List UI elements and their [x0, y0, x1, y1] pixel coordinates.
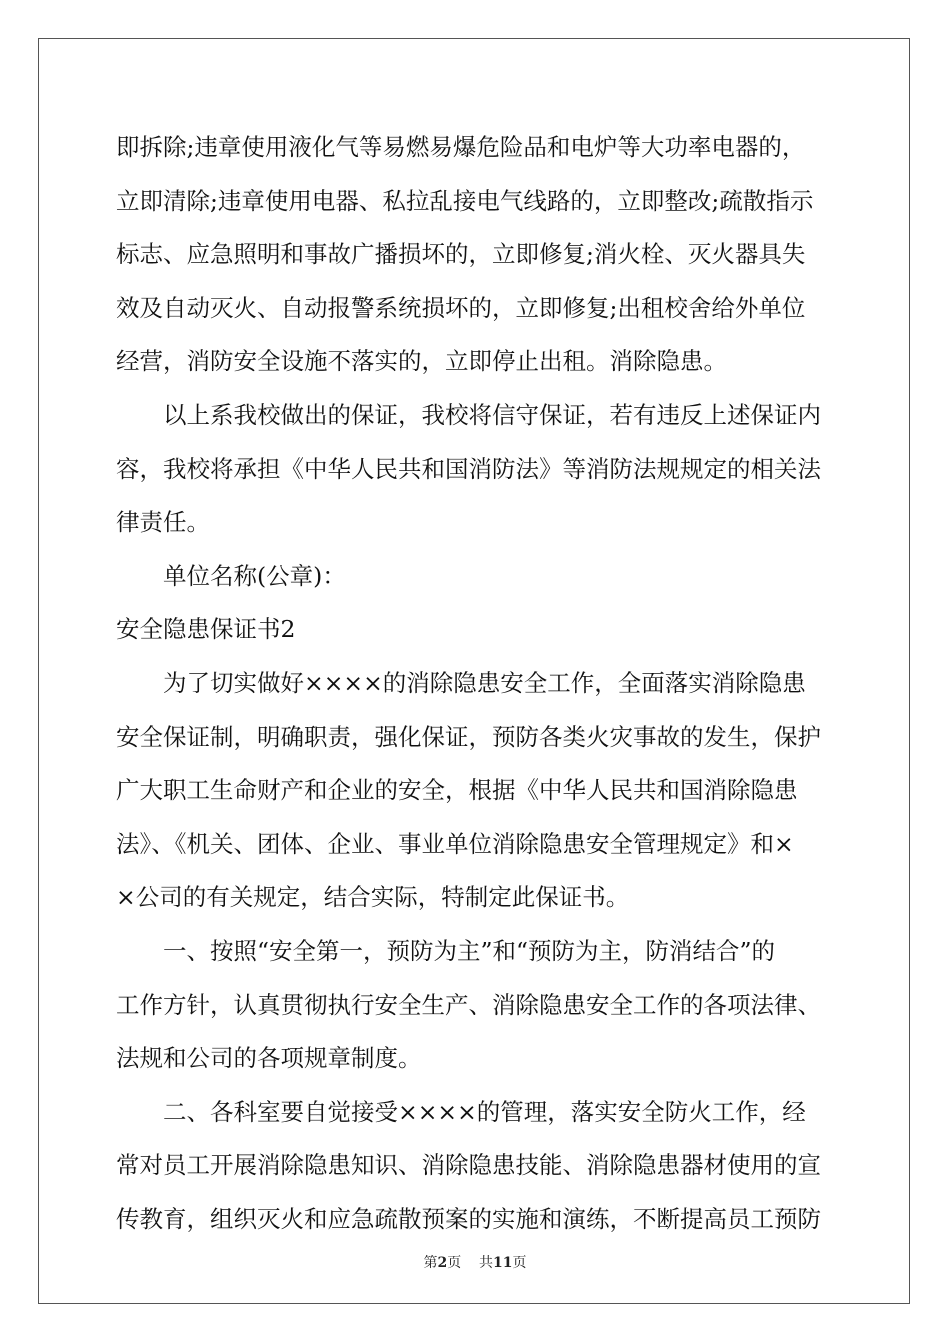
text-line: 标志、应急照明和事故广播损坏的，立即修复;消火栓、灭火器具失: [116, 240, 806, 269]
text-line: 二、各科室要自觉接受××××的管理，落实安全防火工作，经: [163, 1097, 806, 1126]
page-current: 2: [437, 1255, 448, 1271]
text-line: 工作方针，认真贯彻执行安全生产、消除隐患安全工作的各项法律、: [116, 990, 821, 1019]
page-prefix: 第: [423, 1255, 438, 1271]
text-line: 单位名称(公章)：: [163, 561, 346, 590]
text-line: 安全保证制，明确职责，强化保证，预防各类火灾事故的发生，保护: [116, 722, 821, 751]
total-unit: 页: [512, 1255, 527, 1271]
total-prefix: 共: [479, 1255, 494, 1271]
text-line: 容，我校将承担《中华人民共和国消防法》等消防法规规定的相关法: [116, 454, 821, 483]
text-line: 律责任。: [116, 508, 210, 537]
text-line: 法》、《机关、团体、企业、事业单位消除隐患安全管理规定》和×: [116, 829, 794, 858]
text-line: 广大职工生命财产和企业的安全，根据《中华人民共和国消除隐患: [116, 776, 798, 805]
text-line: 经营，消防安全设施不落实的，立即停止出租。消除隐患。: [116, 347, 727, 376]
text-line: ×公司的有关规定，结合实际，特制定此保证书。: [116, 883, 630, 912]
text-line: 传教育，组织灭火和应急疏散预案的实施和演练，不断提高员工预防: [116, 1204, 821, 1233]
text-line: 一、按照“安全第一，预防为主”和“预防为主，防消结合”的: [163, 936, 776, 965]
text-line: 法规和公司的各项规章制度。: [116, 1044, 422, 1073]
document-body: [116, 121, 836, 1246]
page-unit: 页: [447, 1255, 462, 1271]
text-line: 即拆除;违章使用液化气等易燃易爆危险品和电炉等大功率电器的，: [116, 133, 806, 161]
text-line: 安全隐患保证书2: [116, 615, 296, 644]
text-line: 效及自动灭火、自动报警系统损坏的，立即修复;出租校舍给外单位: [116, 293, 806, 322]
page-total: 11: [493, 1255, 513, 1271]
text-line: 常对员工开展消除隐患知识、消除隐患技能、消除隐患器材使用的宣: [116, 1151, 821, 1180]
text-line: 以上系我校做出的保证，我校将信守保证，若有违反上述保证内: [163, 400, 821, 429]
page-footer: [0, 1252, 950, 1272]
text-line: 为了切实做好××××的消除隐患安全工作，全面落实消除隐患: [163, 668, 806, 697]
text-line: 立即清除;违章使用电器、私拉乱接电气线路的，立即整改;疏散指示: [116, 186, 814, 215]
